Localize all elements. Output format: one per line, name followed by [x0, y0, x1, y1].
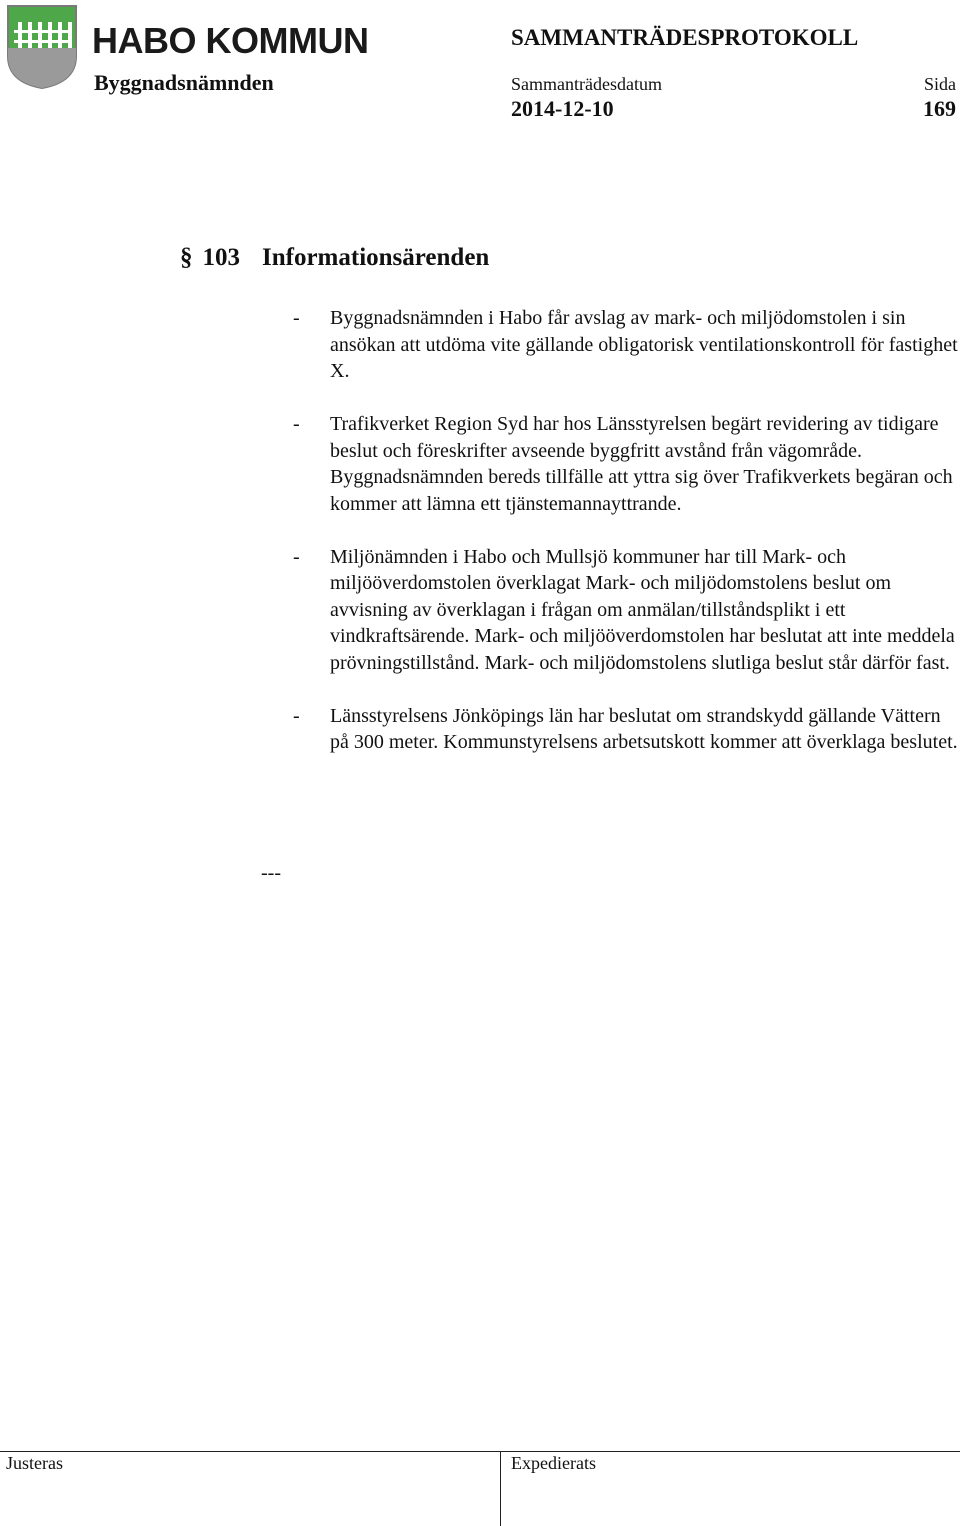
list-bullet: -	[293, 307, 300, 329]
end-marker: ---	[261, 862, 281, 884]
section-title: Informationsärenden	[262, 244, 490, 271]
meeting-date-value: 2014-12-10	[511, 96, 614, 121]
list-bullet: -	[293, 704, 300, 727]
meeting-date-label: Sammanträdesdatum	[511, 74, 662, 94]
committee-name: Byggnadsnämnden	[94, 70, 274, 95]
page-number: 169	[923, 96, 956, 121]
list-item-text: Byggnadsnämnden i Habo får avslag av mark- och miljödomstolen i sin ansökan att utdöma vite gällande obligatorisk ventilationskontroll för fastighet X.	[330, 307, 958, 382]
list-item-text: Länsstyrelsens Jönköpings län har beslutat om strandskydd gällande Vättern på 300 meter. Kommunstyrelsens arbetsutskott kommer att överklaga beslutet.	[330, 704, 958, 753]
section-heading	[180, 243, 489, 273]
section-number: 103	[202, 244, 240, 271]
list-bullet: -	[293, 413, 300, 435]
list-item-text: Miljönämnden i Habo och Mullsjö kommuner har till Mark- och miljööverdomstolen överklagat Mark- och miljödomstolens beslut om avvisning av överklagan i frågan om anmälan/tillståndsplikt i ett vindkraftsärende. Mark- och miljööverdomstolen har beslutat att inte meddela prövningstillstånd. Mark- och miljödomstolens slutliga beslut står därför fast.	[330, 545, 955, 674]
list-bullet: -	[293, 545, 300, 568]
list-item	[293, 544, 960, 677]
footer-justeras-label: Justeras	[6, 1453, 63, 1473]
information-items-list	[293, 305, 960, 782]
municipality-logo	[6, 4, 78, 90]
footer-divider-line	[0, 1451, 960, 1452]
list-item	[293, 411, 960, 517]
list-item-text: Trafikverket Region Syd har hos Länsstyrelsen begärt revidering av tidigare beslut och föreskrifter avseende byggfritt avstånd från vägområde. Byggnadsnämnden bereds tillfälle att yttra sig över Trafikverkets begäran och kommer att lämna ett tjänstemannayttrande.	[330, 413, 953, 515]
list-item	[293, 305, 960, 385]
footer-expedierats-label: Expedierats	[511, 1453, 596, 1473]
page-label: Sida	[923, 74, 956, 94]
list-item	[293, 703, 960, 756]
brand-name: HABO KOMMUN	[92, 20, 369, 61]
footer-vertical-divider	[500, 1451, 501, 1526]
paragraph-symbol: §	[180, 244, 193, 271]
document-type: SAMMANTRÄDESPROTOKOLL	[511, 25, 859, 50]
